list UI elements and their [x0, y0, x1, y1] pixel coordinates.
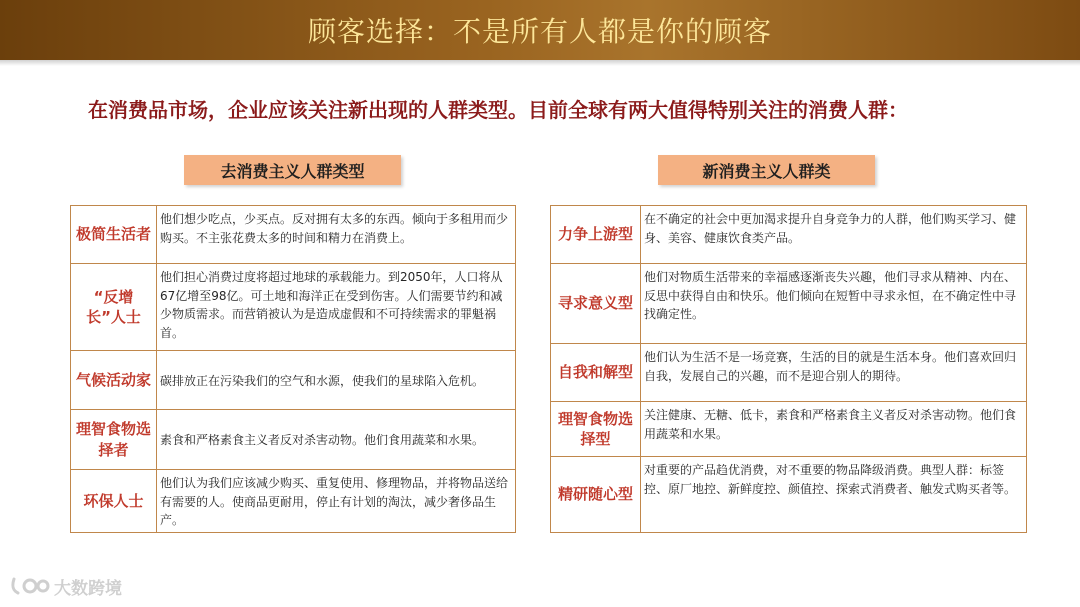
page-title: 顾客选择：不是所有人都是你的顾客: [307, 15, 772, 48]
row-label: 力争上游型: [551, 206, 641, 263]
subtitle: 在消费品市场，企业应该关注新出现的人群类型。目前全球有两大值得特别关注的消费人群：: [88, 98, 908, 122]
table-row: [71, 351, 515, 410]
table-row: [551, 402, 1026, 457]
right-column-header: 新消费主义人群类: [658, 155, 875, 185]
row-description: 在不确定的社会中更加渴求提升自身竞争力的人群，他们购买学习、健身、美容、健康饮食类产品。: [644, 212, 1017, 245]
title-shadow: [0, 60, 1080, 66]
row-description: 对重要的产品趋优消费，对不重要的物品降级消费。典型人群：标签控、原厂地控、新鲜度控、颜值控、探索式消费者、触发式购买者等。: [644, 463, 1017, 496]
watermark: [10, 572, 122, 600]
row-label: 理智食物选择者: [71, 410, 157, 469]
left-table: [70, 205, 516, 533]
table-row: [71, 470, 515, 532]
row-description: 他们担心消费过度将超过地球的承载能力。到2050年，人口将从67亿增至98亿。可土地和海洋正在受到伤害。人们需要节约和减少物质需求。而营销被认为是造成虚假和不可持续需求的罪魁祸首。: [160, 270, 503, 340]
row-label: 理智食物选择型: [551, 402, 641, 456]
row-label: “反增长”人士: [71, 264, 157, 350]
row-description: 他们对物质生活带来的幸福感逐渐丧失兴趣，他们寻求从精神、内在、反思中获得自由和快乐。他们倾向在短暂中寻求永恒，在不确定性中寻找确定性。: [644, 270, 1017, 322]
right-table: [550, 205, 1027, 533]
row-label: 精研随心型: [551, 457, 641, 532]
table-row: [71, 264, 515, 351]
row-label: 气候活动家: [71, 351, 157, 409]
row-description: 关注健康、无糖、低卡，素食和严格素食主义者反对杀害动物。他们食用蔬菜和水果。: [644, 408, 1017, 441]
left-column-header: 去消费主义人群类型: [184, 155, 401, 185]
row-description: 他们认为我们应该减少购买、重复使用、修理物品，并将物品送给有需要的人。使商品更耐用，停止有计划的淘汰，减少奢侈品生产。: [160, 476, 509, 528]
row-description: 素食和严格素食主义者反对杀害动物。他们食用蔬菜和水果。: [160, 433, 485, 448]
table-row: [551, 206, 1026, 264]
row-description: 他们认为生活不是一场竞赛，生活的目的就是生活本身。他们喜欢回归自我，发展自己的兴趣，而不是迎合别人的期待。: [644, 350, 1017, 383]
table-row: [551, 264, 1026, 344]
table-row: [551, 344, 1026, 402]
row-description: 碳排放正在污染我们的空气和水源，使我们的星球陷入危机。: [160, 373, 485, 388]
table-row: [71, 410, 515, 470]
row-label: 寻求意义型: [551, 264, 641, 343]
table-row: [71, 206, 515, 264]
watermark-text: 大数跨境: [54, 578, 122, 599]
row-label: 自我和解型: [551, 344, 641, 401]
row-label: 环保人士: [71, 470, 157, 532]
title-bar: [0, 0, 1080, 60]
watermark-logo-icon: [10, 575, 50, 597]
table-row: [551, 457, 1026, 532]
row-description: 他们想少吃点，少买点。反对拥有太多的东西。倾向于多租用而少购买。不主张花费太多的时间和精力在消费上。: [160, 212, 509, 245]
row-label: 极简生活者: [71, 206, 157, 263]
